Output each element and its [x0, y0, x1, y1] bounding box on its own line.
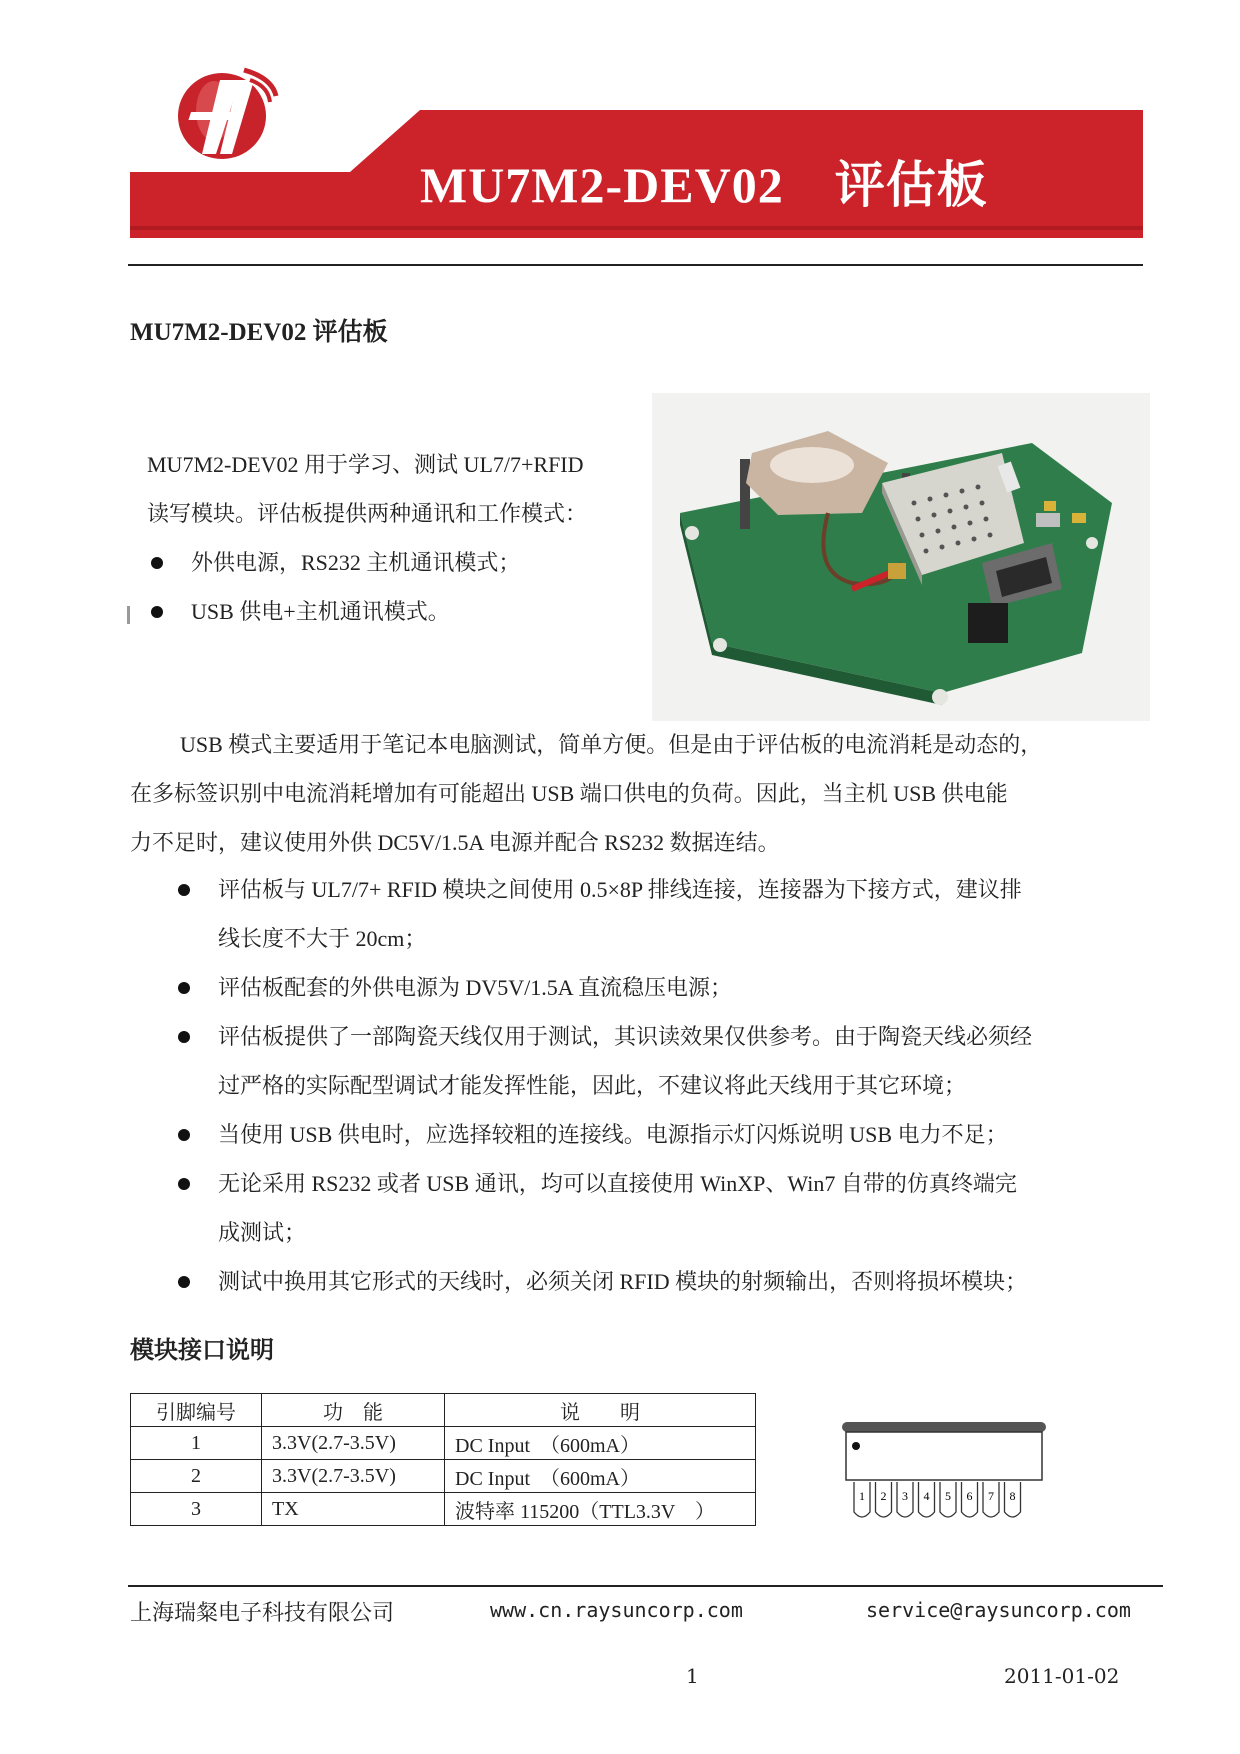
pin-group: [854, 1482, 1021, 1517]
connector-pin-label: 7: [988, 1489, 994, 1503]
bullet-icon: [178, 1178, 190, 1190]
connector-pin-label: 1: [859, 1489, 865, 1503]
board-photo: [652, 393, 1150, 721]
connector-pin-label: 6: [966, 1489, 973, 1503]
header-divider: [128, 264, 1143, 266]
list-item: [130, 1012, 1140, 1110]
section-title: MU7M2-DEV02 评估板: [130, 319, 388, 346]
bullet-icon: [178, 982, 190, 994]
table-row: [131, 1427, 756, 1460]
note-line: 评估板提供了一部陶瓷天线仅用于测试，其识读效果仅供参考。由于陶瓷天线必须经: [218, 1024, 1033, 1049]
intro-bullet: [147, 587, 667, 636]
section-title: 模块接口说明: [130, 1338, 274, 1364]
pin1-marker-icon: [852, 1442, 860, 1450]
intro-line: 读写模块。评估板提供两种通讯和工作模式：: [147, 501, 588, 526]
table-row: [131, 1493, 756, 1526]
table-cell: DC Input （600mA）: [445, 1427, 756, 1460]
paragraph-line: USB 模式主要适用于笔记本电脑测试，简单方便。但是由于评估板的电流消耗是动态的，: [180, 732, 1043, 757]
footer-date: 2011-01-02: [1004, 1664, 1120, 1688]
notes-list: [130, 865, 1140, 1306]
note-line: 无论采用 RS232 或者 USB 通讯，均可以直接使用 WinXP、Win7 自带的仿真终端完: [218, 1171, 1017, 1196]
bullet-icon: [178, 1129, 190, 1141]
pin-table: [130, 1393, 756, 1526]
note-line: 当使用 USB 供电时，应选择较粗的连接线。电源指示灯闪烁说明 USB 电力不足；: [218, 1122, 1008, 1147]
column-header: 引脚编号: [131, 1394, 262, 1427]
note-line: 评估板与 UL7/7+ RFID 模块之间使用 0.5×8P 排线连接，连接器为下接方式，建议排: [218, 877, 1022, 902]
bullet-icon: [178, 1276, 190, 1288]
page-number: 1: [686, 1664, 699, 1688]
table-row: [131, 1460, 756, 1493]
intro-line: MU7M2-DEV02 用于学习、测试 UL7/7+RFID: [147, 452, 584, 477]
note-line: 测试中换用其它形式的天线时，必须关闭 RFID 模块的射频输出，否则将损坏模块；: [218, 1269, 1028, 1294]
bullet-icon: [151, 557, 163, 569]
list-item: [130, 865, 1140, 963]
table-cell: 3: [131, 1493, 262, 1526]
connector-pin-label: 2: [880, 1489, 887, 1503]
connector-top-bar: [842, 1422, 1046, 1432]
connector-body: [846, 1432, 1042, 1480]
bullet-icon: [178, 884, 190, 896]
connector-pin-label: 8: [1009, 1489, 1016, 1503]
page-title: MU7M2-DEV02 评估板: [420, 157, 988, 213]
connector-diagram: [840, 1420, 1050, 1530]
list-item: [130, 1257, 1140, 1306]
bullet-text: USB 供电+主机通讯模式。: [191, 599, 450, 624]
intro-bullet: [147, 538, 667, 587]
footer-website[interactable]: www.cn.raysuncorp.com: [490, 1598, 743, 1622]
footer-email[interactable]: service@raysuncorp.com: [866, 1598, 1131, 1622]
usb-mode-paragraph: [130, 720, 1140, 867]
table-cell: 3.3V(2.7-3.5V): [262, 1427, 445, 1460]
paragraph-line: 在多标签识别中电流消耗增加有可能超出 USB 端口供电的负荷。因此，当主机 USB 供电能: [130, 781, 1008, 806]
list-item: [130, 963, 1140, 1012]
footer-divider: [128, 1585, 1163, 1587]
column-header: 功 能: [262, 1394, 445, 1427]
table-cell: 1: [131, 1427, 262, 1460]
list-item: [130, 1159, 1140, 1257]
connector-pin-label: 5: [945, 1489, 951, 1503]
bullet-icon: [178, 1031, 190, 1043]
margin-mark: [127, 606, 130, 624]
table-cell: TX: [262, 1493, 445, 1526]
note-line: 成测试；: [218, 1220, 307, 1245]
intro-text: [147, 440, 667, 636]
column-header: 说 明: [445, 1394, 756, 1427]
paragraph-line: 力不足时，建议使用外供 DC5V/1.5A 电源并配合 RS232 数据连结。: [130, 830, 780, 855]
footer-company: 上海瑞粲电子科技有限公司: [130, 1601, 395, 1626]
table-header-row: [131, 1394, 756, 1427]
bullet-text: 外供电源，RS232 主机通讯模式；: [191, 550, 521, 575]
bullet-icon: [151, 606, 163, 618]
table-cell: 波特率 115200（TTL3.3V ）: [445, 1493, 756, 1526]
list-item: [130, 1110, 1140, 1159]
connector-pin-label: 4: [923, 1489, 930, 1503]
table-cell: 2: [131, 1460, 262, 1493]
table-cell: DC Input （600mA）: [445, 1460, 756, 1493]
note-line: 过严格的实际配型调试才能发挥性能，因此，不建议将此天线用于其它环境；: [218, 1073, 967, 1098]
table-cell: 3.3V(2.7-3.5V): [262, 1460, 445, 1493]
note-line: 评估板配套的外供电源为 DV5V/1.5A 直流稳压电源；: [218, 975, 732, 1000]
connector-pin-label: 3: [902, 1489, 908, 1503]
note-line: 线长度不大于 20cm；: [218, 926, 427, 951]
